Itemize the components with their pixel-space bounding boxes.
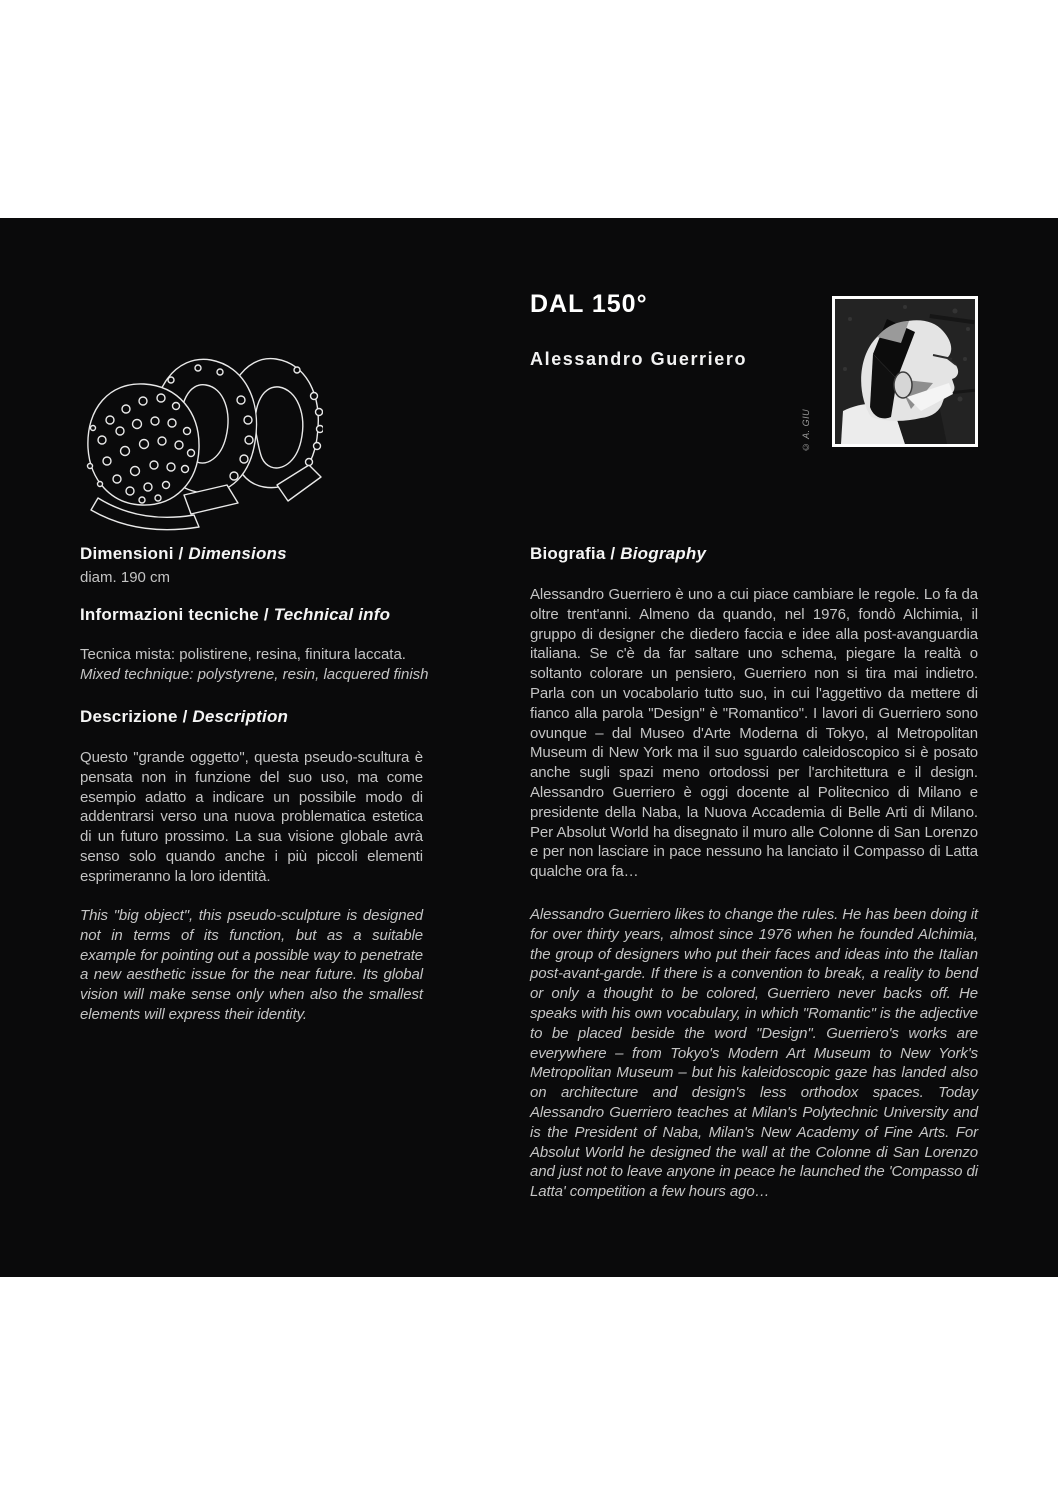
biography-text-it: Alessandro Guerriero è uno a cui piace cambiare le regole. Lo fa da oltre trent'anni. Almeno da quando, nel 1976, fondò Alchimia, il gruppo di designer che diedero faccia e idee alla post-avanguardia italiana. Se c'è da far saltare uno schema, piegare la realtà o soltanto colorare un pensiero, Guerriero non si tira mai indietro. Parla con un vocabolario tutto suo, in cui l'aggettivo da mettere di fianco alla parola "Design" è "Romantico". I lavori di Guerriero sono ovunque – dal Museo d'Arte Moderna di Tokyo, al Metropolitan Museum di New York ma il suo sguardo caleidoscopico si è posato anche sugli spazi meno ortodossi per l'architettura e il design. Alessandro Guerriero è oggi docente al Politecnico di Milano e presidente della Naba, la Nuova Accademia di Belle Arti di Milano. Per Absolut World ha disegnato il muro alle Colonne di San Lorenzo e per non lasciare in pace nessuno ha lanciato il Compasso di Latta qualche ora fa…	[530, 586, 978, 881]
photo-credit: © A. GIU	[801, 408, 811, 452]
author-name: Alessandro Guerriero	[530, 349, 748, 369]
sculpture-illustration-svg	[78, 338, 323, 533]
portrait-photo	[832, 296, 978, 447]
dimensions-heading-en: Dimensions	[188, 544, 287, 563]
heading-separator: /	[177, 707, 193, 726]
dimensions-value: diam. 190 cm	[80, 569, 171, 586]
biography-heading-en: Biography	[620, 544, 707, 563]
heading-separator: /	[258, 605, 274, 624]
description-heading-it: Descrizione	[80, 707, 178, 726]
biography-heading	[530, 544, 978, 564]
dimensions-heading-it: Dimensioni	[80, 544, 174, 563]
portrait-photo-svg	[835, 299, 975, 444]
biography-heading-it: Biografia	[530, 544, 606, 563]
biography-text-en: Alessandro Guerriero likes to change the rules. He has been doing it for over thirty years, almost since 1976 when he founded Alchimia, the group of designers who put their faces and ideas into the Italian post-avant-garde. If there is a convention to break, a reality to bend or only a thought to be colored, Guerriero never backs off. He speaks with his own vocabulary, in which "Romantic" is the adjective to be placed beside the word "Design". Guerriero's works are everywhere – from Tokyo's Modern Art Museum to New York's Metropolitan Museum – but his kaleidoscopic gaze has landed also on architecture and design's less orthodox spaces. Today Alessandro Guerriero teaches at Milan's Polytechnic University and is the President of Naba, Milan's New Academy of Fine Arts. For Absolut World he designed the wall at the Colonne di San Lorenzo and just not to leave anyone in peace he launched the 'Compasso di Latta' competition a few hours ago…	[530, 906, 978, 1201]
page-title: DAL 150°	[530, 290, 648, 318]
heading-separator: /	[173, 544, 189, 563]
technical-heading-en: Technical info	[273, 605, 391, 624]
technical-heading-it: Informazioni tecniche	[80, 605, 259, 624]
description-heading-en: Description	[192, 707, 289, 726]
dimensions-heading	[80, 544, 423, 564]
technical-heading	[80, 605, 423, 625]
sculpture-drawing	[78, 338, 323, 533]
description-text-en: This "big object", this pseudo-sculpture is designed not in terms of its function, but as a suitable example for pointing out a possible way to penetrate a new aesthetic issue for the near future. Its global vision will make sense only when also the smallest elements will express their identity.	[80, 907, 423, 1023]
technical-text-it: Tecnica mista: polistirene, resina, finitura laccata.	[80, 646, 406, 663]
technical-text-en: Mixed technique: polystyrene, resin, lacquered finish	[80, 666, 429, 683]
description-text-it: Questo "grande oggetto", questa pseudo-scultura è pensata non in funzione del suo uso, ma come esempio adatto a indicare un possibile modo di addentrarsi verso una nuova problematica estetica di un futuro prossimo. La sua visione globale avrà senso solo quando anche i più piccoli elementi esprimeranno la loro identità.	[80, 749, 423, 885]
heading-separator: /	[605, 544, 621, 563]
description-heading	[80, 707, 423, 727]
